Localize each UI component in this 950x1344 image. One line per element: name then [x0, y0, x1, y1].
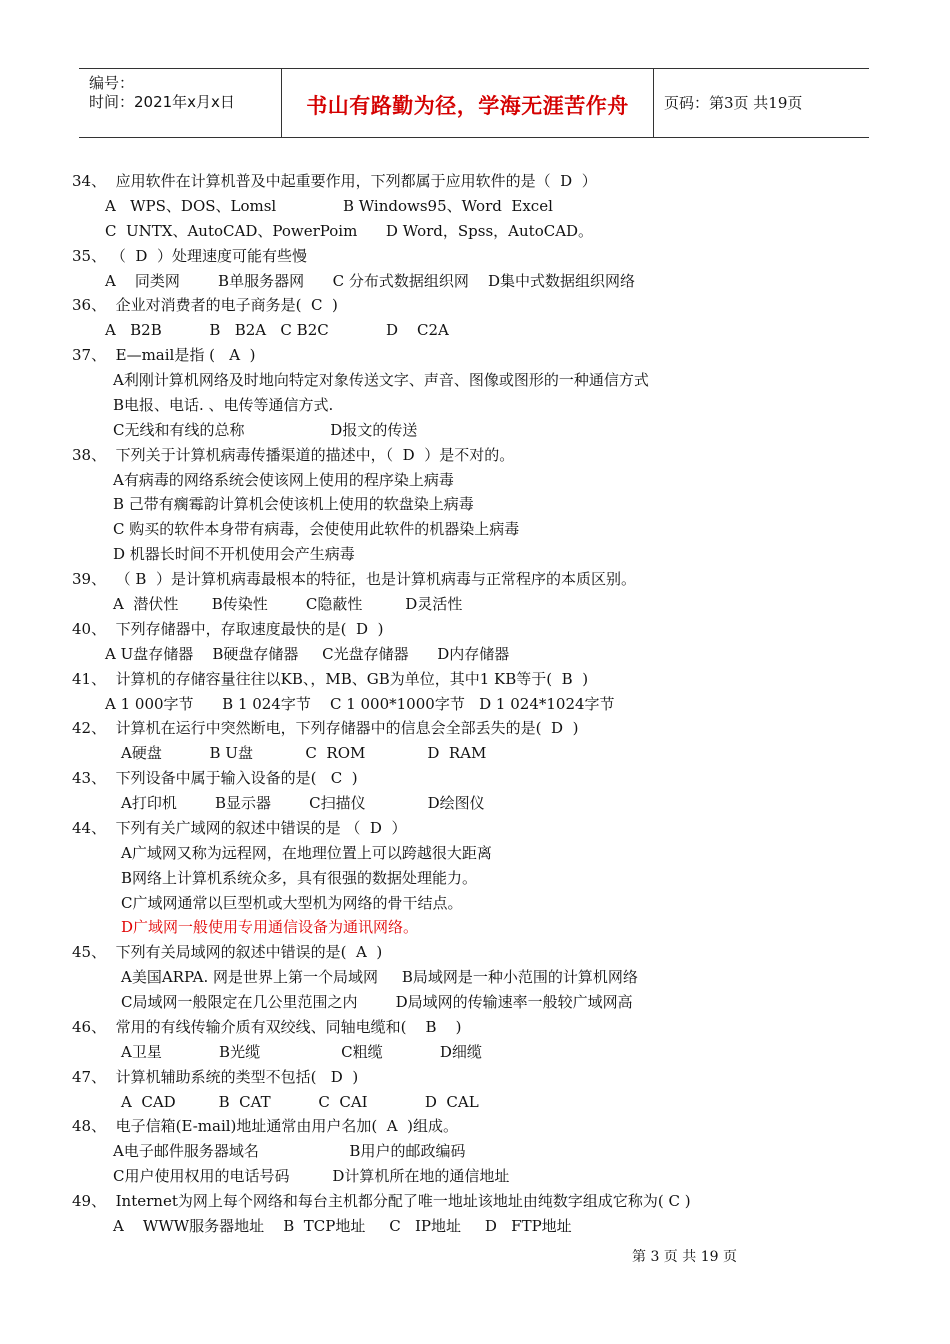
option-line: A B2B B B2A C B2C D C2A [105, 321, 449, 339]
header-page-cell [654, 69, 869, 137]
page-footer: 第 3 页 共 19 页 [632, 1249, 737, 1265]
question-line: 38、 下列关于计算机病毒传播渠道的描述中，（ D ）是不对的。 [72, 446, 515, 464]
header-motto-cell [282, 69, 654, 137]
option-line: B 己带有瘸霉韵计算机会使该机上使用的软盘染上病毒 [113, 495, 474, 513]
header-number-label: 编号： [89, 74, 135, 92]
option-line: A有病毒的网络系统会使该网上使用的程序染上病毒 [113, 471, 454, 489]
option-line: A 1 000字节 B 1 024字节 C 1 000*1000字节 D 1 024*1024字节 [105, 695, 615, 713]
option-line: A CAD B CAT C CAI D CAL [121, 1093, 479, 1111]
header-time-label: 时间：2021年x月x日 [89, 93, 235, 111]
option-line: C用户使用权用的电话号码 D计算机所在地的通信地址 [113, 1167, 510, 1185]
option-line: A U盘存储器 B硬盘存储器 C光盘存储器 D内存储器 [105, 645, 510, 663]
question-line: 36、 企业对消费者的电子商务是( C ) [72, 296, 338, 314]
option-line: A电子邮件服务器域名 B用户的邮政编码 [113, 1142, 466, 1160]
header-meta-cell [79, 69, 282, 137]
option-line: D 机器长时间不开机使用会产生病毒 [113, 545, 355, 563]
question-line: 35、 （ D ）处理速度可能有些慢 [72, 247, 307, 265]
option-line: A广域网又称为远程网，在地理位置上可以跨越很大距离 [121, 844, 492, 862]
option-line: A卫星 B光缆 C粗缆 D细缆 [121, 1043, 482, 1061]
question-line: 40、 下列存储器中，存取速度最快的是( D ) [72, 620, 384, 638]
question-line: 37、 E—mail是指 ( A ) [72, 346, 256, 364]
option-line: A 潜伏性 B传染性 C隐蔽性 D灵活性 [113, 595, 463, 613]
question-line: 34、 应用软件在计算机普及中起重要作用，下列都属于应用软件的是（ D ） [72, 172, 597, 190]
option-line: A WPS、DOS、Lomsl B Windows95、Word Excel [105, 197, 553, 215]
option-line: B电报、电话. 、电传等通信方式. [113, 396, 334, 414]
option-line: C 购买的软件本身带有病毒，会使使用此软件的机器染上病毒 [113, 520, 520, 538]
option-line: C局域网一般限定在几公里范围之内 D局域网的传输速率一般较广域网高 [121, 993, 633, 1011]
question-line: 47、 计算机辅助系统的类型不包括( D ) [72, 1068, 359, 1086]
question-line: 39、 （ B ）是计算机病毒最根本的特征，也是计算机病毒与正常程序的本质区别。 [72, 570, 636, 588]
option-line: C广域网通常以巨型机或大型机为网络的骨干结点。 [121, 894, 463, 912]
option-line: A打印机 B显示器 C扫描仪 D绘图仪 [121, 794, 485, 812]
question-line: 43、 下列设备中属于输入设备的是( C ) [72, 769, 358, 787]
highlighted-answer-line: D广域网一般使用专用通信设备为通讯网络。 [121, 918, 419, 936]
option-line: C UNTX、AutoCAD、PowerPoim D Word，Spss，AutoCAD。 [105, 222, 594, 240]
question-line: 49、 Internet为网上每个网络和每台主机都分配了唯一地址该地址由纯数字组成它称为( C ) [72, 1192, 691, 1210]
option-line: A 同类网 B单服务器网 C 分布式数据组织网 D集中式数据组织网络 [105, 272, 636, 290]
question-line: 44、 下列有关广域网的叙述中错误的是 （ D ） [72, 819, 407, 837]
question-line: 48、 电子信箱(E-mail)地址通常由用户名加( A )组成。 [72, 1117, 458, 1135]
question-line: 42、 计算机在运行中突然断电，下列存储器中的信息会全部丢失的是( D ) [72, 719, 579, 737]
option-line: C无线和有线的总称 D报文的传送 [113, 421, 418, 439]
option-line: B网络上计算机系统众多，具有很强的数据处理能力。 [121, 869, 478, 887]
header-motto: 书山有路勤为径，学海无涯苦作舟 [306, 94, 629, 118]
option-line: A美国ARPA. 网是世界上第一个局域网 B局域网是一种小范围的计算机网络 [121, 968, 638, 986]
question-line: 45、 下列有关局域网的叙述中错误的是( A ) [72, 943, 383, 961]
page-header [79, 68, 869, 138]
question-line: 41、 计算机的存储容量往往以KB、，MB、GB为单位，其中1 KB等于( B ) [72, 670, 589, 688]
option-line: A硬盘 B U盘 C ROM D RAM [121, 744, 487, 762]
option-line: A利刚计算机网络及时地向特定对象传送文字、声音、图像或图形的一种通信方式 [113, 371, 649, 389]
header-page-info: 页码：第3页 共19页 [664, 94, 803, 112]
option-line: A WWW服务器地址 B TCP地址 C IP地址 D FTP地址 [113, 1217, 572, 1235]
question-line: 46、 常用的有线传输介质有双绞线、同轴电缆和( B ) [72, 1018, 462, 1036]
